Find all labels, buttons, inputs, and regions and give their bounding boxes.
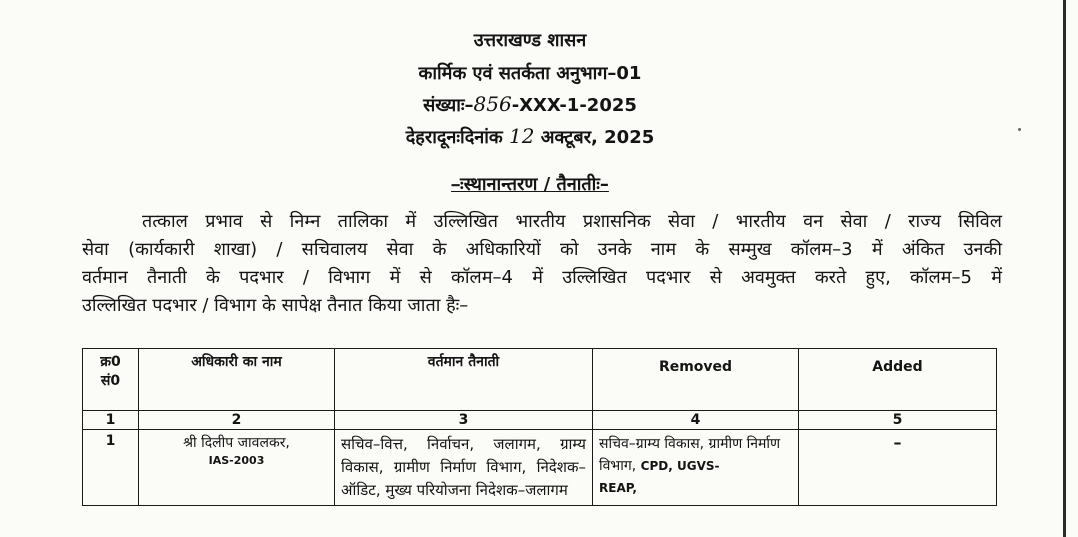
order-subject: –ःस्थानान्तरण / तैनातीः– bbox=[451, 174, 609, 195]
header-current-posting: वर्तमान तैनाती bbox=[335, 349, 593, 411]
table-header-row bbox=[83, 349, 997, 411]
removed-hindi: सचिव–ग्राम्य विकास, ग्रामीण निर्माण विभाग, bbox=[599, 436, 781, 474]
column-number: 1 bbox=[83, 411, 139, 430]
column-number: 4 bbox=[593, 411, 799, 430]
order-number bbox=[200, 92, 860, 117]
column-number-row bbox=[83, 411, 997, 430]
order-date-prefix: देहरादूनःदिनांक bbox=[405, 127, 503, 148]
column-number: 3 bbox=[335, 411, 593, 430]
transfer-table bbox=[82, 348, 997, 506]
paragraph-line: वर्तमान तैनाती के पदभार / विभाग में से कॉलम–4 में उल्लिखित पदभार से अवमुक्त करते हुए, कॉलम–5 में bbox=[82, 267, 1002, 288]
removed-english-cont: REAP, bbox=[599, 481, 637, 495]
header-serial-line1: क्र0 bbox=[100, 354, 121, 370]
order-date-suffix: अक्टूबर, 2025 bbox=[540, 127, 655, 148]
department-heading: कार्मिक एवं सतर्कता अनुभाग–01 bbox=[418, 63, 642, 84]
government-heading: उत्तराखण्ड शासन bbox=[473, 30, 587, 51]
paragraph-line: उल्लिखित पदभार / विभाग के सापेक्ष तैनात किया जाता हैः– bbox=[82, 295, 469, 316]
row-officer bbox=[139, 430, 335, 506]
header-serial bbox=[83, 349, 139, 411]
header-added: Added bbox=[799, 349, 997, 411]
table-row bbox=[83, 430, 997, 506]
order-number-suffix: -XXX-1-2025 bbox=[511, 95, 637, 116]
paragraph-line: सेवा (कार्यकारी शाखा) / सचिवालय सेवा के अधिकारियों को उनके नाम के सम्मुख कॉलम–3 में अंकित उनकी bbox=[82, 239, 1002, 260]
header-removed: Removed bbox=[593, 349, 799, 411]
page-edge-line bbox=[1063, 0, 1066, 537]
row-serial: 1 bbox=[83, 430, 139, 506]
officer-name: श्री दिलीप जावलकर, bbox=[183, 435, 290, 451]
header-officer-name: अधिकारी का नाम bbox=[139, 349, 335, 411]
column-number: 5 bbox=[799, 411, 997, 430]
column-number: 2 bbox=[139, 411, 335, 430]
order-date bbox=[200, 124, 860, 149]
officer-service: IAS-2003 bbox=[208, 454, 265, 467]
header-serial-line2: सं0 bbox=[100, 373, 121, 389]
row-removed bbox=[593, 430, 799, 506]
order-date-handwritten: 12 bbox=[509, 124, 535, 148]
row-current-posting: सचिव–वित्त, निर्वाचन, जलागम, ग्राम्य विकास, ग्रामीण निर्माण विभाग, निदेशक–ऑडिट, मुख्य परियोजना निदेशक–जलागम bbox=[335, 430, 593, 506]
order-number-prefix: संख्याः– bbox=[423, 95, 474, 116]
order-body-paragraph bbox=[82, 208, 1002, 320]
row-added: – bbox=[799, 430, 997, 506]
paragraph-line: तत्काल प्रभाव से निम्न तालिका में उल्लिखित भारतीय प्रशासनिक सेवा / भारतीय वन सेवा / राज्य सिविल bbox=[142, 211, 1002, 232]
order-number-handwritten: 856 bbox=[473, 92, 512, 116]
removed-english: CPD, UGVS- bbox=[640, 459, 720, 473]
scan-speck bbox=[1018, 128, 1021, 131]
